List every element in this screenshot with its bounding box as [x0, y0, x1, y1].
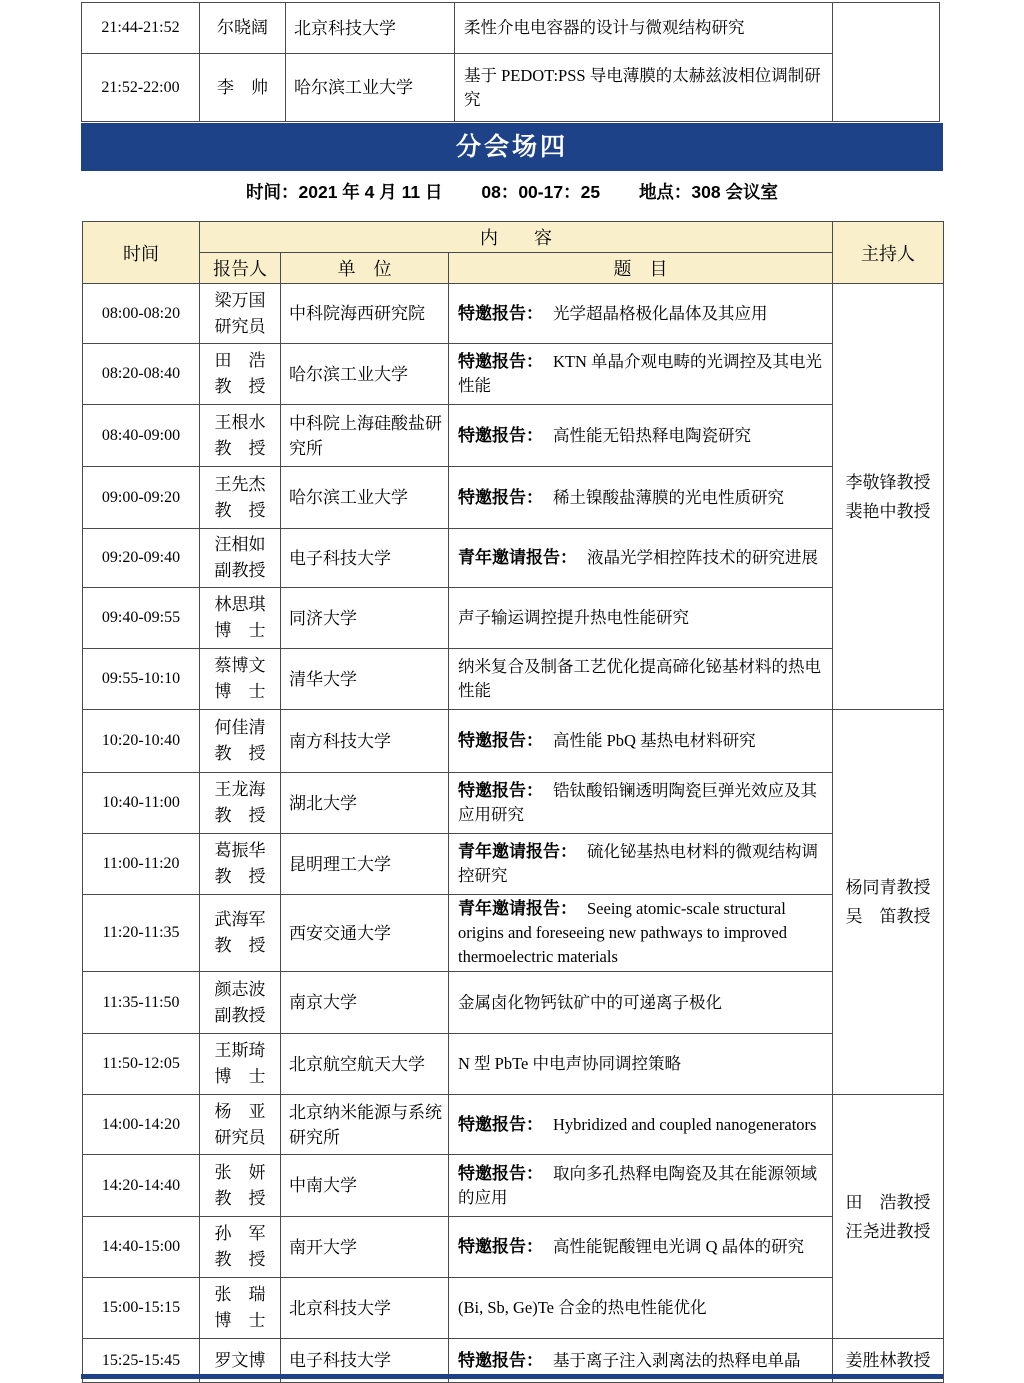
time-cell: 14:00-14:20	[83, 1095, 200, 1155]
unit-cell: 中南大学	[281, 1155, 449, 1217]
unit-cell: 北京科技大学	[286, 3, 455, 54]
presenter-cell: 王先杰 教 授	[200, 467, 281, 529]
schedule-row	[83, 529, 944, 588]
time-cell: 08:40-09:00	[83, 405, 200, 467]
presenter-cell: 何佳清 教 授	[200, 710, 281, 773]
time-cell: 15:00-15:15	[83, 1278, 200, 1339]
topic-cell: 金属卤化物钙钛矿中的可递离子极化	[449, 972, 833, 1034]
unit-cell: 电子科技大学	[281, 1339, 449, 1383]
header-topic: 题 目	[449, 253, 833, 284]
topic-cell: 特邀报告： 高性能无铅热释电陶瓷研究	[449, 405, 833, 467]
schedule-row	[83, 284, 944, 344]
moderator-cell	[833, 3, 940, 122]
unit-cell: 北京科技大学	[281, 1278, 449, 1339]
unit-cell: 哈尔滨工业大学	[281, 467, 449, 529]
report-type-label: 特邀报告：	[458, 352, 543, 371]
unit-cell: 同济大学	[281, 588, 449, 649]
session-banner-title: 分会场四	[455, 133, 568, 161]
header-time: 时间	[83, 222, 200, 284]
moderator-cell: 田 浩教授 汪尧进教授	[833, 1095, 944, 1339]
unit-cell: 中科院海西研究院	[281, 284, 449, 344]
unit-cell: 哈尔滨工业大学	[286, 54, 455, 122]
presenter-cell: 武海军 教 授	[200, 895, 281, 972]
time-cell: 14:20-14:40	[83, 1155, 200, 1217]
time-cell: 08:00-08:20	[83, 284, 200, 344]
unit-cell: 南开大学	[281, 1217, 449, 1278]
topic-cell: 青年邀请报告： Seeing atomic-scale structural origins and foreseeing new pathways to improved thermoelectric materials	[449, 895, 833, 972]
presenter-cell: 葛振华 教 授	[200, 834, 281, 895]
report-type-label: 特邀报告：	[458, 1163, 543, 1183]
unit-cell: 南方科技大学	[281, 710, 449, 773]
moderator-cell: 李敬锋教授 裴艳中教授	[833, 284, 944, 710]
previous-session-table	[81, 2, 940, 122]
topic-cell: 特邀报告： 取向多孔热释电陶瓷及其在能源领域的应用	[449, 1155, 833, 1217]
unit-cell: 哈尔滨工业大学	[281, 344, 449, 405]
schedule-row	[82, 3, 940, 54]
report-type-label: 青年邀请报告：	[458, 548, 577, 567]
unit-cell: 清华大学	[281, 649, 449, 710]
schedule-row	[83, 773, 944, 834]
session-time-range: 08：00-17：25	[481, 182, 601, 202]
presenter-cell: 汪相如 副教授	[200, 529, 281, 588]
unit-cell: 昆明理工大学	[281, 834, 449, 895]
header-moderator: 主持人	[833, 222, 944, 284]
session-date: 时间：2021 年 4 月 11 日	[246, 182, 443, 202]
unit-cell: 南京大学	[281, 972, 449, 1034]
time-cell: 15:25-15:45	[83, 1339, 200, 1383]
schedule-row	[83, 710, 944, 773]
topic-cell: 柔性介电电容器的设计与微观结构研究	[455, 3, 833, 54]
schedule-row	[83, 1034, 944, 1095]
report-type-label: 特邀报告：	[458, 1114, 543, 1134]
session-info-line	[81, 179, 943, 204]
moderator-cell: 姜胜林教授	[833, 1339, 944, 1383]
time-cell: 11:50-12:05	[83, 1034, 200, 1095]
topic-cell: 特邀报告： Hybridized and coupled nanogenerators	[449, 1095, 833, 1155]
unit-cell: 电子科技大学	[281, 529, 449, 588]
presenter-cell: 张 妍 教 授	[200, 1155, 281, 1217]
schedule-row	[83, 467, 944, 529]
topic-cell: 特邀报告： 光学超晶格极化晶体及其应用	[449, 284, 833, 344]
topic-cell: 基于 PEDOT:PSS 导电薄膜的太赫兹波相位调制研究	[455, 54, 833, 122]
schedule-row	[83, 1095, 944, 1155]
presenter-cell: 林思琪 博 士	[200, 588, 281, 649]
header-content: 内 容	[200, 222, 833, 253]
topic-cell: 声子输运调控提升热电性能研究	[449, 588, 833, 649]
time-cell: 11:00-11:20	[83, 834, 200, 895]
time-cell: 09:20-09:40	[83, 529, 200, 588]
report-type-label: 青年邀请报告：	[458, 842, 577, 861]
schedule-row	[83, 588, 944, 649]
topic-cell: N 型 PbTe 中电声协同调控策略	[449, 1034, 833, 1095]
header-unit: 单 位	[281, 253, 449, 284]
topic-cell: 特邀报告： 锆钛酸铅镧透明陶瓷巨弹光效应及其应用研究	[449, 773, 833, 834]
schedule-row	[82, 54, 940, 122]
topic-cell: 青年邀请报告： 硫化铋基热电材料的微观结构调控研究	[449, 834, 833, 895]
report-type-label: 特邀报告：	[458, 781, 543, 800]
presenter-cell: 杨 亚 研究员	[200, 1095, 281, 1155]
unit-cell: 湖北大学	[281, 773, 449, 834]
previous-session-body	[82, 3, 940, 122]
presenter-cell: 罗文博	[200, 1339, 281, 1383]
unit-cell: 中科院上海硅酸盐研究所	[281, 405, 449, 467]
presenter-cell: 王根水 教 授	[200, 405, 281, 467]
schedule-row	[83, 834, 944, 895]
session-location: 地点：308 会议室	[638, 182, 778, 202]
schedule-row	[83, 405, 944, 467]
report-type-label: 特邀报告：	[458, 731, 543, 750]
schedule-row	[83, 972, 944, 1034]
schedule-row	[83, 1217, 944, 1278]
next-session-banner-edge	[81, 1374, 943, 1379]
schedule-body	[83, 222, 944, 1383]
presenter-cell: 蔡博文 博 士	[200, 649, 281, 710]
header-row-2	[83, 253, 944, 284]
unit-cell: 北京纳米能源与系统研究所	[281, 1095, 449, 1155]
schedule-row	[83, 895, 944, 972]
topic-cell: 特邀报告： 高性能 PbQ 基热电材料研究	[449, 710, 833, 773]
topic-cell: 纳米复合及制备工艺优化提高碲化铋基材料的热电性能	[449, 649, 833, 710]
header-row-1	[83, 222, 944, 253]
presenter-cell: 王龙海 教 授	[200, 773, 281, 834]
time-cell: 09:00-09:20	[83, 467, 200, 529]
schedule-table	[82, 221, 944, 1383]
time-cell: 10:40-11:00	[83, 773, 200, 834]
report-type-label: 特邀报告：	[458, 303, 543, 323]
schedule-row	[83, 1278, 944, 1339]
time-cell: 10:20-10:40	[83, 710, 200, 773]
moderator-cell: 杨同青教授 吴 笛教授	[833, 710, 944, 1095]
report-type-label: 青年邀请报告：	[458, 899, 577, 918]
report-type-label: 特邀报告：	[458, 487, 543, 507]
topic-cell: (Bi, Sb, Ge)Te 合金的热电性能优化	[449, 1278, 833, 1339]
presenter-cell: 尔晓阔	[200, 3, 286, 54]
topic-cell: 特邀报告： 稀土镍酸盐薄膜的光电性质研究	[449, 467, 833, 529]
topic-cell: 特邀报告： 高性能铌酸锂电光调 Q 晶体的研究	[449, 1217, 833, 1278]
topic-cell: 特邀报告： KTN 单晶介观电畴的光调控及其电光性能	[449, 344, 833, 405]
time-cell: 11:20-11:35	[83, 895, 200, 972]
schedule-row	[83, 344, 944, 405]
unit-cell: 西安交通大学	[281, 895, 449, 972]
unit-cell: 北京航空航天大学	[281, 1034, 449, 1095]
time-cell: 09:55-10:10	[83, 649, 200, 710]
time-cell: 14:40-15:00	[83, 1217, 200, 1278]
time-cell: 08:20-08:40	[83, 344, 200, 405]
time-cell: 11:35-11:50	[83, 972, 200, 1034]
presenter-cell: 张 瑞 博 士	[200, 1278, 281, 1339]
time-cell: 09:40-09:55	[83, 588, 200, 649]
topic-cell: 特邀报告： 基于离子注入剥离法的热释电单晶	[449, 1339, 833, 1383]
report-type-label: 特邀报告：	[458, 1237, 543, 1256]
presenter-cell: 田 浩 教 授	[200, 344, 281, 405]
session-banner	[81, 123, 943, 171]
presenter-cell: 李 帅	[200, 54, 286, 122]
schedule-row	[83, 1155, 944, 1217]
report-type-label: 特邀报告：	[458, 1350, 543, 1370]
header-presenter: 报告人	[200, 253, 281, 284]
topic-cell: 青年邀请报告： 液晶光学相控阵技术的研究进展	[449, 529, 833, 588]
time-cell: 21:44-21:52	[82, 3, 200, 54]
schedule-row	[83, 649, 944, 710]
presenter-cell: 颜志波 副教授	[200, 972, 281, 1034]
presenter-cell: 王斯琦 博 士	[200, 1034, 281, 1095]
time-cell: 21:52-22:00	[82, 54, 200, 122]
presenter-cell: 梁万国 研究员	[200, 284, 281, 344]
presenter-cell: 孙 军 教 授	[200, 1217, 281, 1278]
report-type-label: 特邀报告：	[458, 425, 543, 445]
